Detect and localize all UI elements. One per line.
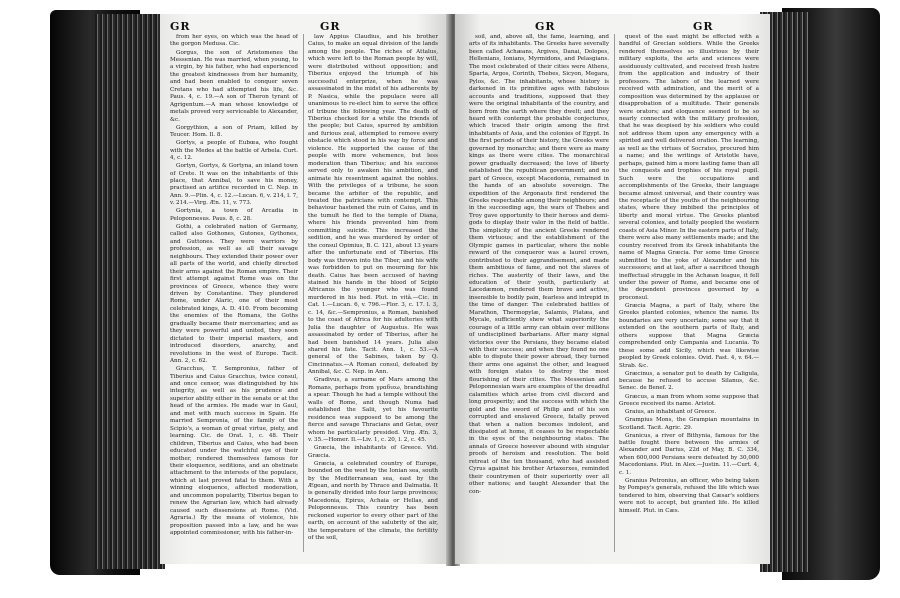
entry-paragraph: Graius, an inhabitant of Greece.: [625, 409, 717, 416]
entry-paragraph: Granicus, a river of Bithynia, famous for the battle fought there between the armies of Alexander and Darius, 22d of May, B. C. 334, when 600,000 Persians were defeated by 30,000 Macedonians. Plut. in Alex.—Justin. 11.—Curt. 4, c. 1.: [619, 432, 759, 476]
entry-paragraph: Gradivus, a surname of Mars among the Romans, perhaps from γραδιεω, brandishing a spear. Though he had a temple without the walls of Rome, and though Numa had established the Salii, yet his favourite residence was supposed to be among the fierce and savage Thracians and Getæ, over whom he particularly presided. Virg. Æn. 3, v. 35.—Homer. Il.—Liv. 1, c. 20, l. 2, c. 45.: [308, 377, 438, 444]
entry-paragraph: from her eyes, on which was the head of the gorgon Medusa. Cic.: [170, 34, 298, 48]
left-page-column-1: [170, 34, 298, 556]
column-divider: [614, 34, 615, 552]
entry-paragraph: Græcia, a celebrated country of Europe, bounded on the west by the Ionian sea, south by the Mediterranean sea, east by the Ægean, and north by Thrace and Dalmatia. It is generally divided into four large provinces; Macedonia, Epirus, Achaia or Hellas, and Peloponnesus. This country has been reckoned superior to every other part of the earth, on account of the salubrity of the air, the temperature of the climate, the fertility of the soil,: [308, 460, 438, 542]
entry-paragraph: soil, and, above all, the fame, learning, and arts of its inhabitants. The Greeks have severally been called Achæans, Argives, Danai, Dolopes, Hellenians, Ionians, Myrmidons, and Pelasgians. The most celebrated of their cities were Athens, Sparta, Argos, Corinth, Thebes, Sicyon, Megara, Pylos, &c. The inhabitants, whose history is darkened in its primitive ages with fabulous accounts and traditions, supposed that they were the original inhabitants of the country, and born from the earth where they dwelt; and they heard with contempt the probable conjectures, which traced their origin among the first inhabitants of Asia, and the colonies of Egypt. In the first periods of their history, the Greeks were governed by monarchs; and there were as many kings as there were cities. The monarchical power gradually decreased; the love of liberty established the republican government; and no part of Greece, except Macedonia, remained in the hands of an absolute sovereign. The expedition of the Argonauts first rendered the Greeks respectable among their neighbours; and in the succeeding age, the wars of Thebes and Troy gave opportunity to their heroes and demi-gods to display their valor in the field of battle. The simplicity of the ancient Greeks rendered them virtuous; and the establishment of the Olympic games in particular, where the noble reward of the conqueror was a laurel crown, contributed to their aggrandisement, and made them ambitious of fame, and not the slaves of riches. The austerity of their laws, and the education of their youth, particularly at Lacedæmon, rendered them brave and active, insensible to bodily pain, fearless and intrepid in the time of danger. The celebrated battles of Marathon, Thermopylæ, Salamis, Platæa, and Mycale, sufficiently shew what superiority the courage of a little army can obtain over millions of undisciplined barbarians. After many signal victories over the Persians, they became elated with their success; and when they found no one able to dispute their power abroad, they turned their arms one against the other, and leagued with foreign states to destroy the most flourishing of their cities. The Messenian and Peloponnesian wars are examples of the dreadful calamities which arise from civil discord and long prosperity; and the success with which the gold and the sword of Philip and of his son corrupted and enslaved Greece, fatally proved that when a nation becomes indolent, and dissipated at home, it ceases to be respectable in the eyes of the neighbouring states. The annals of Greece however abound with singular proofs of heroism and resolution. The bold retreat of the ten thousand, who had assisted Cyrus against his brother Artaxerxes, reminded their countrymen of their superiority over all other nations; and taught Alexander that the con-: [469, 34, 609, 495]
entry-paragraph: Gorgythion, a son of Priam, killed by Teucer. Hom. Il. 8.: [170, 124, 298, 139]
entry-paragraph: Gracchus, T. Sempronius, father of Tiberius and Caius Gracchus, twice consul, and once censor, was distinguished by his integrity, as well as his prudence and superior ability either in the senate or at the head of the armies. He made war in Gaul, and met with much success in Spain. He married Sempronia, of the family of the Scipio's, a woman of great virtue, piety, and learning. Cic. de Orat. 1, c. 48. Their children, Tiberius and Caius, who had been educated under the watchful eye of their mother, rendered themselves famous for their eloquence, seditions, and an obstinate attachment to the interests of the populace, which at last proved fatal to them. With a winning eloquence, affected moderation, and uncommon popularity, Tiberius began to renew the Agrarian law, which had already caused such dissensions at Rome. (Vid. Agraria.) By the means of violence, his proposition passed into a law, and he was appointed commissioner, with his father-in-: [170, 366, 298, 537]
entry-paragraph: Grampius Mons, the Grampian mountains in Scotland. Tacit. Agric. 29.: [619, 417, 759, 431]
left-page-column-2: [308, 34, 438, 556]
entry-paragraph: quest of the east might be effected with a handful of Grecian soldiers. While the Greeks rendered themselves so illustrious by their military exploits, the arts and sciences were assiduously cultivated, and received fresh lustre from the application and industry of their professors. The labors of the learned were received with admiration, and the merit of a composition was determined by the applause or disapprobation of a multitude. Their generals were orators; and eloquence seemed to be so nearly connected with the military profession, that he was despised by his soldiers who could not address them upon any emergency with a spirited and well delivered oration. The learning, as well as the virtues of Socrates, procured him a name; and the writings of Aristotle have, perhaps, gained him a more lasting fame than all the conquests and trophies of his royal pupil. Such were the occupations and accomplishments of the Greeks, their language became almost universal, and their country was the receptacle of the youths of the neighbouring states, where they imbibed the principles of liberty and moral virtue. The Greeks planted several colonies, and totally peopled the western coasts of Asia Minor. In the eastern parts of Italy, there were also many settlements made; and the country received from its Greek inhabitants the name of Magna Græcia. For some time Greece submitted to the yoke of Alexander and his successors; and at last, after a sacrificed though ineffectual struggle in the Achæan league, it fell under the power of Rome, and became one of the dependent provinces governed by a proconsul.: [619, 34, 759, 301]
running-head-right: GR: [693, 20, 714, 33]
entry-paragraph: Granius Petronius, an officer, who being taken by Pompey's generals, refused the life which was tendered to him, observing that Cæsar's soldiers were not to accept, but granted life. He killed himself. Plut. in Cæs.: [619, 477, 759, 514]
entry-paragraph: Gortynia, a town of Arcadia in Peloponnesus. Paus. 8, c. 28.: [170, 208, 298, 222]
entry-paragraph: Græcinus, a senator put to death by Caligula, because he refused to accuse Silanus, &c. Senec. de Benef. 2.: [619, 370, 759, 392]
right-page-column-1: [469, 34, 609, 556]
running-head-right: GR: [320, 20, 341, 33]
running-head-left: GR: [170, 20, 191, 33]
right-page-column-2: [619, 34, 759, 556]
right-page: [455, 14, 770, 564]
running-head-left: GR: [535, 20, 556, 33]
entry-paragraph: Gothi, a celebrated nation of Germany, called also Gothones, Gutones, Gythones, and Guttones. They were warriors by profession, as well as all their savage neighbours. They extended their power over all parts of the world, and chiefly directed their arms against the Roman empire. Their first attempt against Rome was on the provinces of Greece, whence they were driven by Constantine. They plundered Rome, under Alaric, one of their most celebrated kings, A. D. 410. From becoming the enemies of the Romans, the Goths gradually became their mercenaries; and as they were powerful and united, they soon dictated to their imperial masters, and introduced disorders, anarchy, and revolutions in the west of Europe. Tacit. Ann. 2, c. 62.: [170, 223, 298, 365]
entry-paragraph: Gorgus, the son of Aristomenes the Messenian. He was married, when young, to a virgin, by his father, who had experienced the greatest kindnesses from her humanity, and had been enabled to conquer seven Cretans who had attempted his life, &c. Paus. 4, c. 19.—A son of Theron tyrant of Agrigentum.—A man whose knowledge of metals proved very serviceable to Alexander, &c.: [170, 49, 298, 123]
entry-paragraph: Græcus, a man from whom some suppose that Greece received its name. Aristot.: [619, 393, 759, 407]
entry-paragraph: Græcia, the inhabitants of Greece. Vid. Græcia.: [308, 445, 438, 459]
entry-paragraph: Græcia Magna, a part of Italy, where the Greeks planted colonies, whence the name. Its boundaries are very uncertain; some say that it extended on the southern parts of Italy, and others suppose that Magna Græcia comprehended only Campania and Lucania. To these some add Sicily, which was likewise peopled by Greek colonies. Ovid. Fast. 4, v. 64.—Strab. &c.: [619, 302, 759, 369]
page-edges-left: [95, 14, 165, 569]
entry-paragraph: Gortyn, Gortys, & Gortyna, an inland town of Crete. It was on the inhabitants of this place, that Annibal, to save his money, practised an artifice recorded in C. Nep. in Ann. 9.—Plin. 4, c. 12.—Lucan. 6, v. 214, l. 7, v. 214.—Virg. Æn. 11, v. 773.: [170, 163, 298, 207]
entry-paragraph: law Appius Claudius, and his brother Caius, to make an equal division of the lands among the people. The riches of Attalus, which were left to the Roman people by will, were distributed without opposition; and Tiberius enjoyed the triumph of his successful enterprize, when he was assassinated in the midst of his adherents by P. Nasica, while the populace were all unanimous to re-elect him to serve the office of tribune the following year. The death of Tiberius checked for a while the friends of the people; but Caius, spurred by ambition and furious zeal, attempted to remove every obstacle which stood in his way by force and violence. He supported the cause of the people with more vehemence, but less moderation than Tiberius; and his success served only to awaken his ambition, and animate his resentment against the nobles. With the privileges of a tribune, he soon became the arbiter of the republic, and treated the patricians with contempt. This behaviour hastened the ruin of Caius, and in the tumult he fled to the temple of Diana, where his friends prevented him from committing suicide. This increased the sedition, and he was murdered by order of the consul Opimius, B. C. 121, about 13 years after the unfortunate end of Tiberius. His body was thrown into the Tiber, and his wife was forbidden to put on mourning for his death. Caius has been accused of having stained his hands in the blood of Scipio Africanus the younger who was found murdered in his bed. Plut. in vitâ.—Cic. in Cat. 1.—Lucan. 6, v. 796.—Flor. 3, c. 17. l. 3, c. 14, &c.—Sempronius, a Roman, banished to the coast of Africa for his adulteries with Julia the daughter of Augustus. He was assassinated by order of Tiberius, after he had been banished 14 years. Julia also shared his fate. Tacit. Ann. 1, c. 53.—A general of the Sabines, taken by Q. Cincinnatus.—A Roman consul, defeated by Annibal, &c. C. Nep. in Ann.: [308, 34, 438, 376]
column-divider: [303, 34, 304, 552]
left-page: [160, 14, 452, 564]
entry-paragraph: Gortys, a people of Eubœa, who fought with the Medes at the battle of Arbela. Curt. 4, c. 12.: [170, 140, 298, 162]
